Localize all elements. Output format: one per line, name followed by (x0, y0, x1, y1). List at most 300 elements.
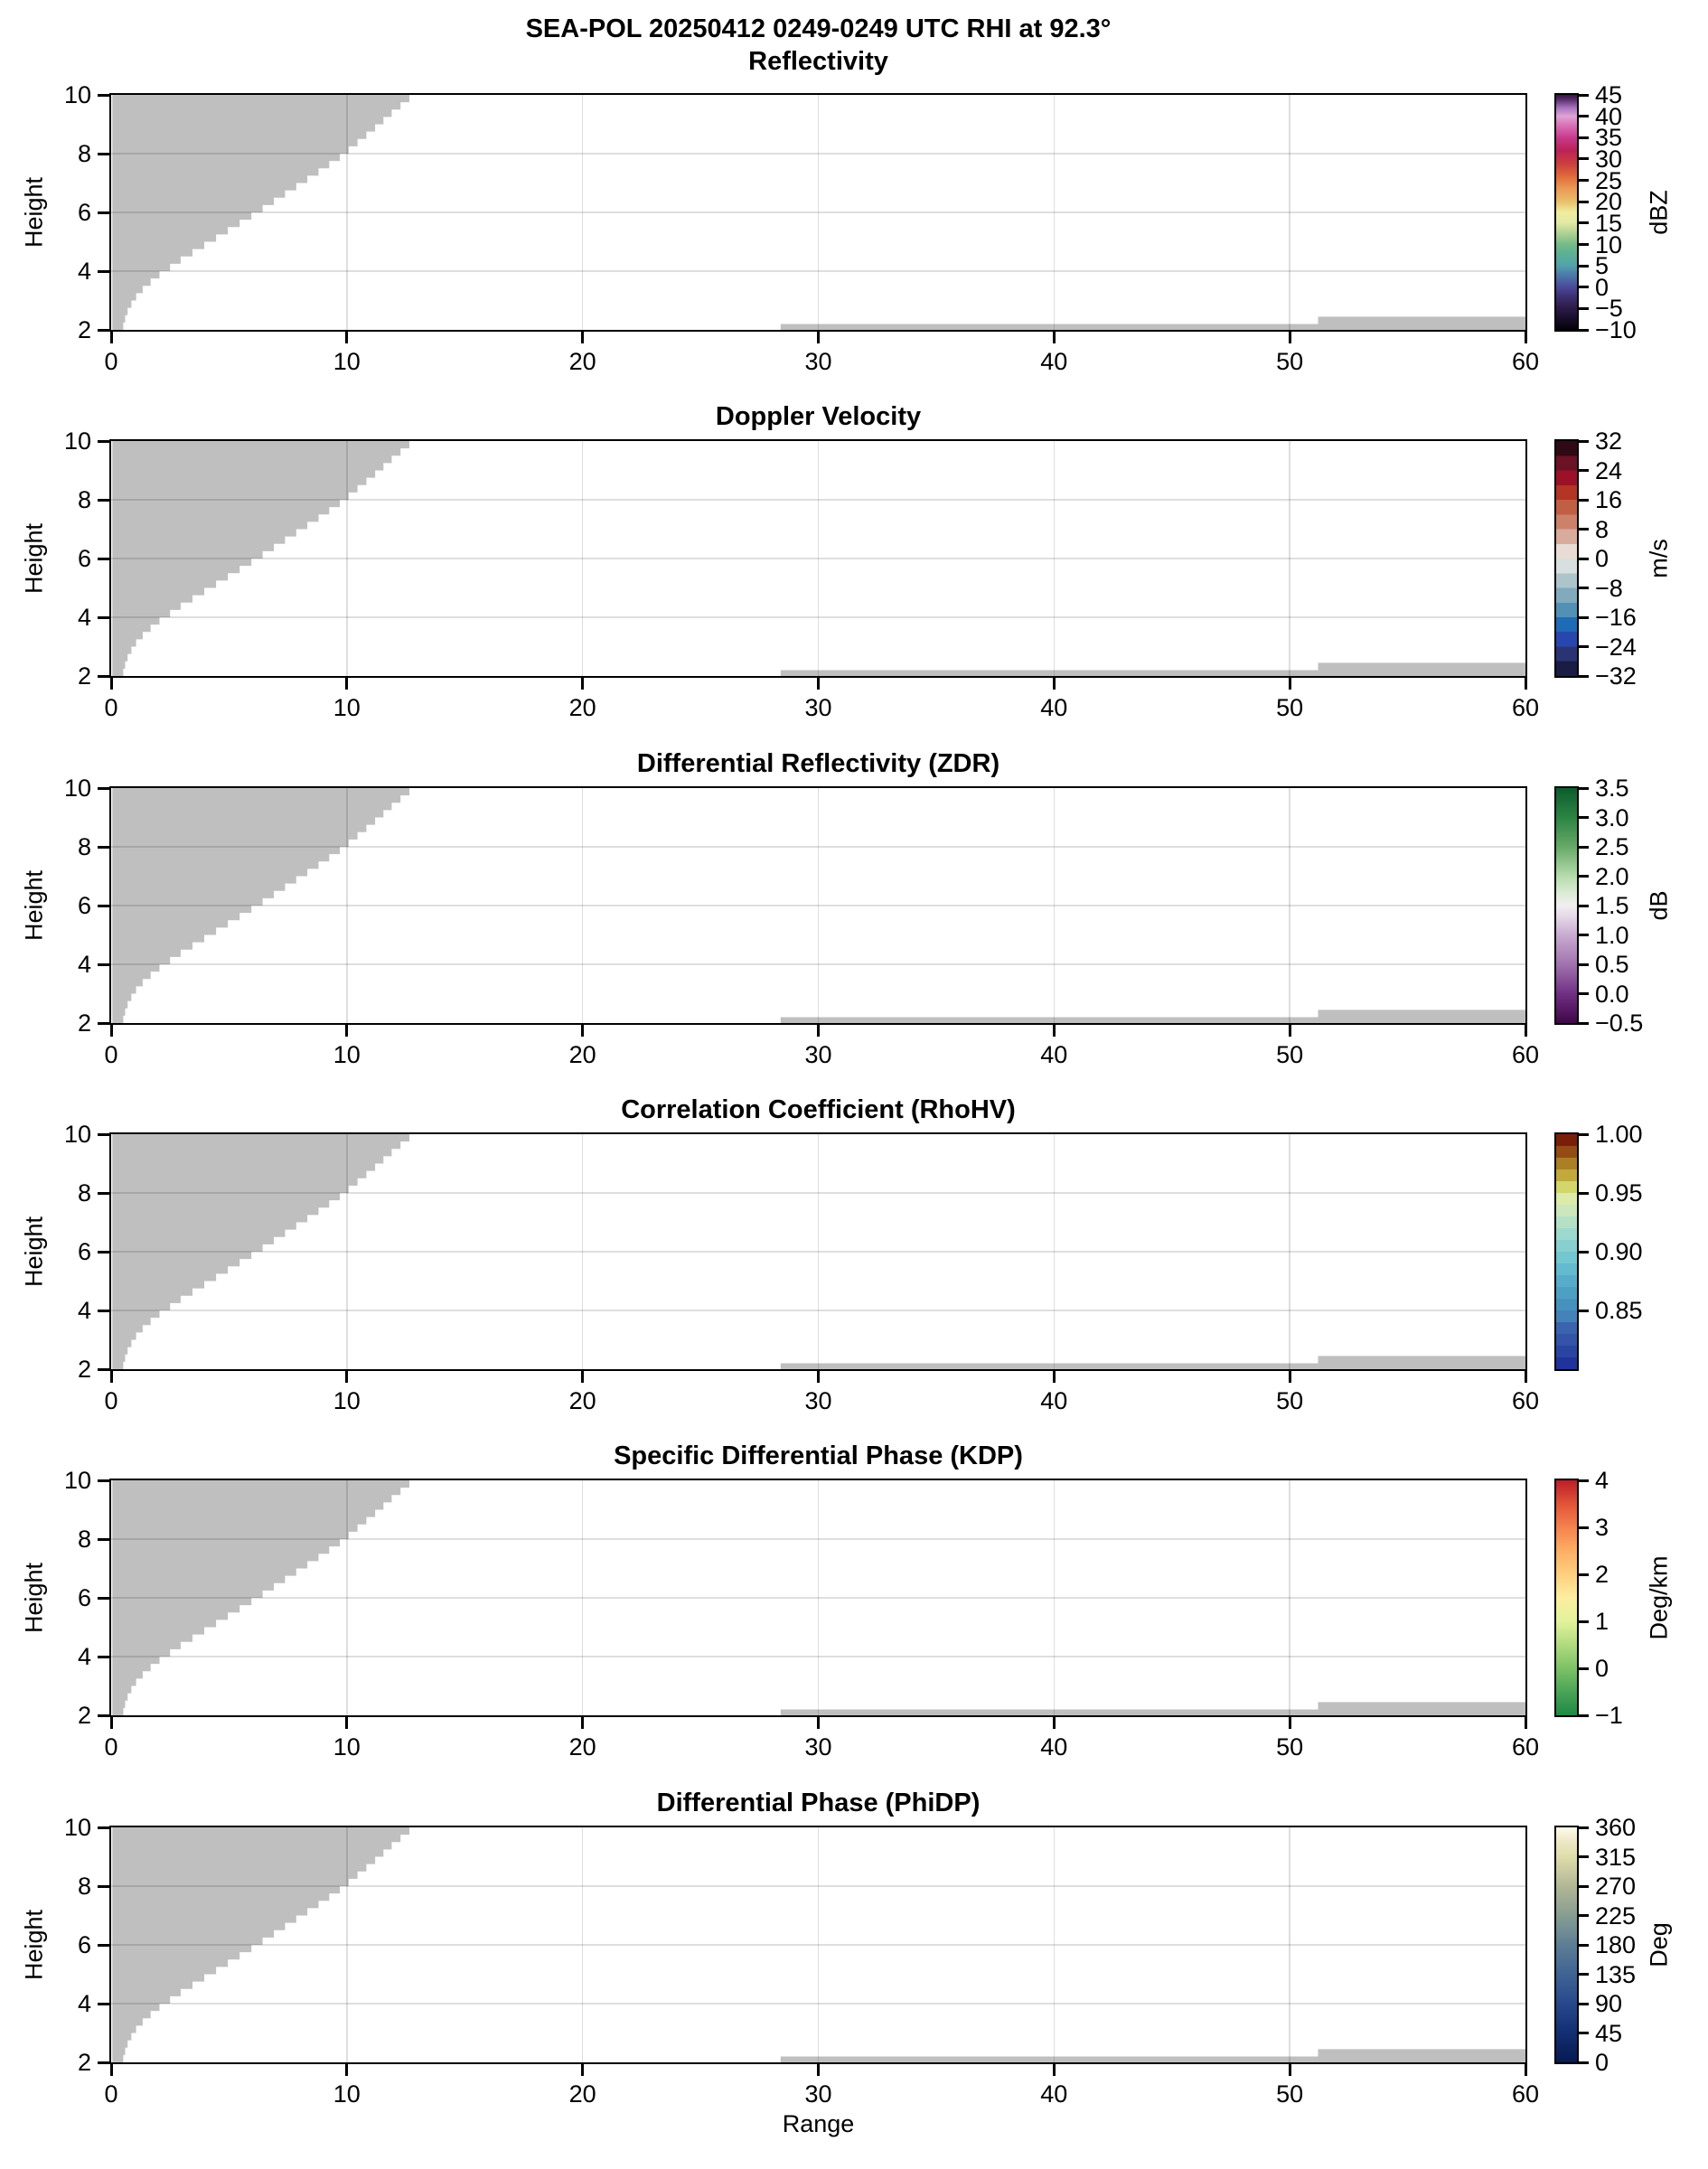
gridline-horizontal (111, 905, 1525, 906)
y-tick-label: 8 (77, 1873, 91, 1900)
colorbar-tick-label: 270 (1595, 1873, 1637, 1900)
y-tick-mark (98, 1479, 109, 1482)
gridline-horizontal (111, 1885, 1525, 1887)
colorbar-tick-mark (1579, 94, 1589, 97)
colorbar-tick-label: 0.90 (1595, 1238, 1643, 1265)
y-tick-label: 2 (77, 1356, 91, 1383)
colorbar-tick-mark (1579, 307, 1589, 310)
y-axis-label: Height (20, 522, 48, 595)
colorbar (1554, 1479, 1579, 1717)
masked-strip (1319, 1702, 1526, 1715)
colorbar-tick-label: 32 (1595, 427, 1623, 455)
colorbar-tick-mark (1579, 587, 1589, 589)
colorbar-tick-label: −8 (1595, 574, 1623, 602)
colorbar-tick-mark (1579, 1826, 1589, 1829)
gridline-horizontal (111, 270, 1525, 272)
rhi-panel-6 (20, 1789, 1673, 2137)
colorbar-tick-mark (1579, 1855, 1589, 1858)
colorbar-tick-mark (1579, 1526, 1589, 1529)
masked-strip (1319, 2049, 1526, 2062)
gridline-horizontal (111, 1251, 1525, 1253)
colorbar-tick-label: 40 (1595, 102, 1623, 130)
x-tick-mark (817, 1371, 820, 1383)
y-tick-label: 2 (77, 2049, 91, 2076)
colorbar-tick-mark (1579, 1310, 1589, 1312)
panel-title: Doppler Velocity (715, 402, 922, 431)
gridline-horizontal (111, 153, 1525, 155)
y-tick-mark (98, 499, 109, 502)
y-tick-label: 6 (77, 1931, 91, 1958)
gridline-horizontal (111, 1538, 1525, 1540)
x-tick-label: 60 (1511, 348, 1540, 375)
colorbar-tick-mark (1579, 1914, 1589, 1917)
colorbar-tick-label: −1 (1595, 1702, 1623, 1729)
y-tick-label: 8 (77, 140, 91, 167)
y-tick-label: 8 (77, 486, 91, 513)
x-tick-mark (581, 1025, 584, 1037)
colorbar-tick-mark (1579, 157, 1589, 160)
colorbar (1554, 1132, 1579, 1371)
x-tick-mark (1053, 1717, 1056, 1729)
colorbar-tick-label: 0.5 (1595, 951, 1629, 978)
colorbar-tick-label: 0 (1595, 273, 1609, 301)
x-tick-mark (110, 332, 113, 343)
x-tick-label: 40 (1040, 2080, 1068, 2108)
x-tick-mark (1525, 1371, 1527, 1383)
figure-suptitle: SEA-POL 20250412 0249-0249 UTC RHI at 92.3° (525, 14, 1112, 43)
x-tick-mark (345, 1371, 348, 1383)
x-tick-mark (1289, 2064, 1291, 2076)
colorbar-tick-label: 0.0 (1595, 980, 1629, 1008)
y-tick-mark (98, 558, 109, 560)
x-tick-mark (1525, 332, 1527, 343)
panel-title: Correlation Coefficient (RhoHV) (621, 1095, 1016, 1124)
colorbar (1554, 93, 1579, 332)
x-tick-label: 50 (1276, 694, 1304, 721)
colorbar-tick-label: −5 (1595, 295, 1623, 323)
x-tick-mark (1053, 332, 1056, 343)
x-tick-label: 0 (104, 348, 118, 375)
x-tick-mark (110, 1717, 113, 1729)
gridline-horizontal (111, 2003, 1525, 2005)
x-tick-mark (1289, 678, 1291, 690)
y-tick-label: 2 (77, 662, 91, 690)
colorbar-tick-label: 35 (1595, 124, 1623, 152)
x-tick-label: 50 (1276, 1387, 1304, 1414)
y-tick-mark (98, 1022, 109, 1025)
x-tick-label: 40 (1040, 348, 1068, 375)
y-tick-mark (98, 963, 109, 966)
x-tick-label: 30 (804, 1387, 832, 1414)
colorbar-tick-label: 225 (1595, 1901, 1637, 1930)
colorbar (1554, 1826, 1579, 2064)
x-tick-mark (817, 1717, 820, 1729)
x-tick-mark (345, 1025, 348, 1037)
colorbar-tick-mark (1579, 1479, 1589, 1482)
colorbar-unit-label: m/s (1645, 539, 1673, 578)
panel-title: Specific Differential Phase (KDP) (614, 1441, 1023, 1470)
x-tick-mark (1289, 332, 1291, 343)
colorbar-tick-label: 24 (1595, 456, 1623, 484)
colorbar-tick-label: 45 (1595, 81, 1623, 108)
colorbar-tick-label: 30 (1595, 145, 1623, 173)
y-tick-label: 10 (63, 1814, 91, 1841)
colorbar-tick-label: 4 (1595, 1467, 1609, 1494)
x-tick-mark (1289, 1025, 1291, 1037)
plot-area (109, 1479, 1527, 1717)
masked-strip (781, 1364, 1319, 1370)
x-tick-label: 30 (804, 694, 832, 721)
y-tick-label: 10 (63, 1467, 91, 1494)
x-tick-label: 10 (333, 1733, 361, 1761)
colorbar-tick-mark (1579, 558, 1589, 560)
y-tick-label: 8 (77, 1179, 91, 1207)
colorbar-tick-mark (1579, 469, 1589, 472)
colorbar-tick-label: 1.5 (1595, 892, 1629, 919)
plot-area (109, 439, 1527, 678)
y-tick-label: 2 (77, 316, 91, 343)
colorbar-tick-mark (1579, 787, 1589, 790)
x-tick-mark (1525, 2064, 1527, 2076)
colorbar-tick-label: 0 (1595, 2049, 1609, 2076)
plot-area (109, 786, 1527, 1025)
colorbar-tick-mark (1579, 934, 1589, 936)
colorbar-unit-label: dBZ (1645, 190, 1673, 235)
x-tick-mark (581, 1717, 584, 1729)
x-tick-label: 30 (804, 2080, 832, 2108)
y-tick-mark (98, 211, 109, 214)
y-tick-mark (98, 2061, 109, 2064)
colorbar-tick-mark (1579, 499, 1589, 502)
x-tick-mark (110, 1371, 113, 1383)
y-tick-label: 4 (77, 951, 91, 978)
y-tick-mark (98, 1714, 109, 1717)
gridline-horizontal (111, 499, 1525, 501)
colorbar-tick-mark (1579, 875, 1589, 878)
y-tick-label: 8 (77, 1526, 91, 1553)
colorbar-tick-label: 5 (1595, 252, 1609, 280)
colorbar-tick-mark (1579, 179, 1589, 182)
colorbar-tick-mark (1579, 286, 1589, 288)
y-tick-mark (98, 1597, 109, 1600)
x-tick-label: 20 (568, 694, 596, 721)
gridline-horizontal (111, 1944, 1525, 1946)
colorbar-tick-mark (1579, 992, 1589, 995)
gridline-horizontal (111, 1192, 1525, 1194)
y-tick-label: 10 (63, 81, 91, 108)
masked-strip (781, 2057, 1319, 2063)
x-tick-label: 40 (1040, 1041, 1068, 1068)
y-tick-mark (98, 94, 109, 97)
y-tick-mark (98, 1133, 109, 1136)
masked-strip (1319, 316, 1526, 330)
y-axis-label: Height (20, 1909, 48, 1981)
colorbar-unit-label: dB (1645, 890, 1673, 921)
x-tick-label: 20 (568, 1387, 596, 1414)
gridline-horizontal (111, 846, 1525, 848)
panel-title: Differential Reflectivity (ZDR) (636, 749, 1000, 778)
y-axis-label: Height (20, 869, 48, 942)
colorbar-tick-label: 3.5 (1595, 775, 1629, 802)
x-tick-label: 0 (104, 1733, 118, 1761)
colorbar-tick-mark (1579, 1667, 1589, 1670)
colorbar-tick-mark (1579, 243, 1589, 246)
x-tick-mark (345, 678, 348, 690)
colorbar-tick-mark (1579, 675, 1589, 678)
colorbar-tick-mark (1579, 1133, 1589, 1136)
colorbar-tick-label: 1 (1595, 1608, 1609, 1635)
x-tick-label: 0 (104, 2080, 118, 2108)
rhi-panel-2 (20, 402, 1673, 721)
y-tick-label: 2 (77, 1009, 91, 1037)
colorbar-unit-label: Deg (1645, 1922, 1673, 1967)
colorbar-tick-mark (1579, 1944, 1589, 1947)
y-axis-label: Height (20, 1216, 48, 1288)
colorbar-tick-label: −16 (1595, 604, 1637, 631)
y-tick-label: 4 (77, 604, 91, 631)
y-tick-mark (98, 440, 109, 443)
rhi-panel-3 (20, 749, 1673, 1068)
x-tick-label: 10 (333, 1041, 361, 1068)
gridline-horizontal (111, 558, 1525, 559)
gridline-horizontal (111, 1310, 1525, 1311)
y-tick-mark (98, 846, 109, 849)
x-tick-label: 50 (1276, 1041, 1304, 1068)
colorbar-tick-label: 180 (1595, 1931, 1637, 1958)
y-tick-mark (98, 1251, 109, 1254)
colorbar-tick-mark (1579, 1022, 1589, 1025)
colorbar-tick-mark (1579, 846, 1589, 849)
colorbar-tick-mark (1579, 1251, 1589, 1254)
plot-area (109, 1826, 1527, 2064)
x-tick-label: 40 (1040, 1387, 1068, 1414)
colorbar-tick-label: 2.5 (1595, 833, 1629, 860)
x-tick-label: 10 (333, 694, 361, 721)
y-tick-mark (98, 616, 109, 619)
y-tick-mark (98, 329, 109, 332)
x-tick-mark (1053, 1025, 1056, 1037)
y-tick-mark (98, 270, 109, 273)
colorbar-tick-label: 0 (1595, 545, 1609, 572)
y-tick-mark (98, 1944, 109, 1947)
x-tick-mark (817, 1025, 820, 1037)
y-tick-label: 4 (77, 1990, 91, 2017)
gridline-horizontal (111, 1656, 1525, 1657)
y-tick-mark (98, 787, 109, 790)
y-tick-label: 2 (77, 1702, 91, 1729)
colorbar-tick-label: −10 (1595, 316, 1637, 343)
colorbar-tick-mark (1579, 2003, 1589, 2005)
y-tick-mark (98, 1885, 109, 1888)
x-tick-mark (817, 332, 820, 343)
colorbar-tick-mark (1579, 1573, 1589, 1576)
x-tick-label: 20 (568, 1041, 596, 1068)
plot-area (109, 93, 1527, 332)
x-tick-label: 40 (1040, 694, 1068, 721)
colorbar-tick-label: 3 (1595, 1514, 1609, 1541)
colorbar-tick-mark (1579, 440, 1589, 443)
colorbar-tick-mark (1579, 616, 1589, 619)
x-tick-label: 10 (333, 1387, 361, 1414)
colorbar-tick-mark (1579, 2061, 1589, 2064)
y-tick-mark (98, 2003, 109, 2005)
colorbar (1554, 439, 1579, 678)
colorbar (1554, 786, 1579, 1025)
colorbar-tick-label: 1.00 (1595, 1121, 1643, 1148)
colorbar-tick-label: 16 (1595, 486, 1623, 513)
y-tick-label: 10 (63, 1121, 91, 1148)
colorbar-tick-mark (1579, 963, 1589, 966)
masked-strip (781, 1018, 1319, 1024)
colorbar-tick-label: 10 (1595, 230, 1623, 258)
x-tick-label: 30 (804, 348, 832, 375)
x-tick-label: 20 (568, 2080, 596, 2108)
x-tick-mark (110, 1025, 113, 1037)
colorbar-tick-label: −32 (1595, 662, 1637, 690)
x-tick-label: 30 (804, 1041, 832, 1068)
colorbar-tick-mark (1579, 136, 1589, 139)
y-tick-mark (98, 153, 109, 155)
x-tick-mark (345, 2064, 348, 2076)
y-tick-label: 4 (77, 1643, 91, 1670)
x-tick-mark (581, 2064, 584, 2076)
x-tick-mark (817, 2064, 820, 2076)
y-tick-label: 6 (77, 199, 91, 226)
masked-strip (781, 1710, 1319, 1716)
x-tick-label: 60 (1511, 1041, 1540, 1068)
colorbar-tick-mark (1579, 528, 1589, 531)
colorbar-tick-mark (1579, 2032, 1589, 2034)
y-tick-label: 10 (63, 427, 91, 455)
colorbar-tick-label: 20 (1595, 188, 1623, 216)
rhi-panel-4 (20, 1095, 1643, 1414)
x-tick-label: 10 (333, 348, 361, 375)
y-tick-label: 6 (77, 892, 91, 919)
plot-area (109, 1132, 1527, 1371)
masked-strip (1319, 662, 1526, 676)
y-tick-label: 4 (77, 1297, 91, 1324)
colorbar-tick-mark (1579, 221, 1589, 224)
y-tick-label: 6 (77, 545, 91, 572)
gridline-horizontal (111, 211, 1525, 213)
y-tick-mark (98, 1310, 109, 1312)
y-tick-label: 6 (77, 1584, 91, 1611)
y-tick-label: 4 (77, 258, 91, 285)
x-tick-label: 30 (804, 1733, 832, 1761)
y-tick-mark (98, 1368, 109, 1371)
x-tick-label: 50 (1276, 1733, 1304, 1761)
x-tick-label: 0 (104, 1041, 118, 1068)
masked-strip (781, 671, 1319, 677)
x-tick-mark (1289, 1717, 1291, 1729)
x-tick-mark (1289, 1371, 1291, 1383)
colorbar-tick-label: −0.5 (1595, 1009, 1644, 1037)
x-tick-mark (110, 678, 113, 690)
colorbar-unit-label: Deg/km (1645, 1555, 1673, 1640)
colorbar-tick-label: 1.0 (1595, 921, 1629, 949)
gridline-horizontal (111, 1597, 1525, 1599)
y-axis-label: Height (20, 1562, 48, 1634)
x-tick-label: 50 (1276, 348, 1304, 375)
colorbar-tick-mark (1579, 645, 1589, 648)
rhi-panel-1 (20, 47, 1673, 375)
colorbar-tick-mark (1579, 905, 1589, 907)
colorbar-tick-mark (1579, 1620, 1589, 1623)
colorbar-tick-mark (1579, 1885, 1589, 1888)
x-tick-mark (581, 678, 584, 690)
colorbar-tick-label: 90 (1595, 1990, 1623, 2017)
x-tick-mark (345, 332, 348, 343)
y-tick-label: 6 (77, 1238, 91, 1265)
colorbar-tick-label: −24 (1595, 633, 1637, 661)
x-tick-label: 0 (104, 1387, 118, 1414)
colorbar-tick-label: 0.85 (1595, 1297, 1643, 1324)
x-tick-label: 60 (1511, 2080, 1540, 2108)
colorbar-tick-mark (1579, 115, 1589, 117)
x-tick-mark (110, 2064, 113, 2076)
colorbar-tick-mark (1579, 265, 1589, 268)
colorbar-tick-label: 2 (1595, 1561, 1609, 1588)
colorbar-tick-label: 135 (1595, 1960, 1637, 1988)
colorbar-tick-mark (1579, 1192, 1589, 1195)
x-tick-mark (1525, 1025, 1527, 1037)
y-axis-label: Height (20, 176, 48, 249)
colorbar-tick-mark (1579, 329, 1589, 332)
colorbar-tick-mark (1579, 201, 1589, 203)
masked-strip (1319, 1356, 1526, 1369)
x-tick-mark (817, 678, 820, 690)
y-tick-label: 8 (77, 833, 91, 860)
x-tick-mark (1053, 1371, 1056, 1383)
x-tick-mark (1525, 1717, 1527, 1729)
y-tick-mark (98, 905, 109, 907)
rhi-panel-5 (20, 1441, 1673, 1761)
colorbar-tick-label: 8 (1595, 515, 1609, 543)
x-tick-mark (1525, 678, 1527, 690)
x-tick-label: 10 (333, 2080, 361, 2108)
panel-title: Differential Phase (PhiDP) (656, 1789, 981, 1817)
colorbar-tick-label: 360 (1595, 1814, 1637, 1841)
colorbar-tick-label: 3.0 (1595, 803, 1629, 831)
x-tick-label: 60 (1511, 1387, 1540, 1414)
y-tick-mark (98, 1826, 109, 1829)
y-tick-mark (98, 1192, 109, 1195)
masked-strip (781, 324, 1319, 331)
gridline-horizontal (111, 963, 1525, 965)
x-tick-mark (1053, 678, 1056, 690)
colorbar-tick-label: 0 (1595, 1655, 1609, 1682)
x-tick-label: 20 (568, 348, 596, 375)
x-tick-label: 60 (1511, 1733, 1540, 1761)
x-tick-label: 20 (568, 1733, 596, 1761)
colorbar-tick-label: 25 (1595, 166, 1623, 194)
x-tick-label: 50 (1276, 2080, 1304, 2108)
x-tick-label: 0 (104, 694, 118, 721)
y-tick-mark (98, 675, 109, 678)
y-tick-mark (98, 1656, 109, 1658)
x-axis-label: Range (782, 2110, 855, 2137)
colorbar-tick-label: 15 (1595, 209, 1623, 237)
x-tick-mark (581, 332, 584, 343)
gridline-horizontal (111, 616, 1525, 618)
x-tick-mark (1053, 2064, 1056, 2076)
colorbar-tick-mark (1579, 1973, 1589, 1976)
y-tick-label: 10 (63, 775, 91, 802)
colorbar-tick-label: 0.95 (1595, 1179, 1643, 1207)
x-tick-label: 60 (1511, 694, 1540, 721)
colorbar-tick-label: 45 (1595, 2019, 1623, 2047)
x-tick-mark (345, 1717, 348, 1729)
